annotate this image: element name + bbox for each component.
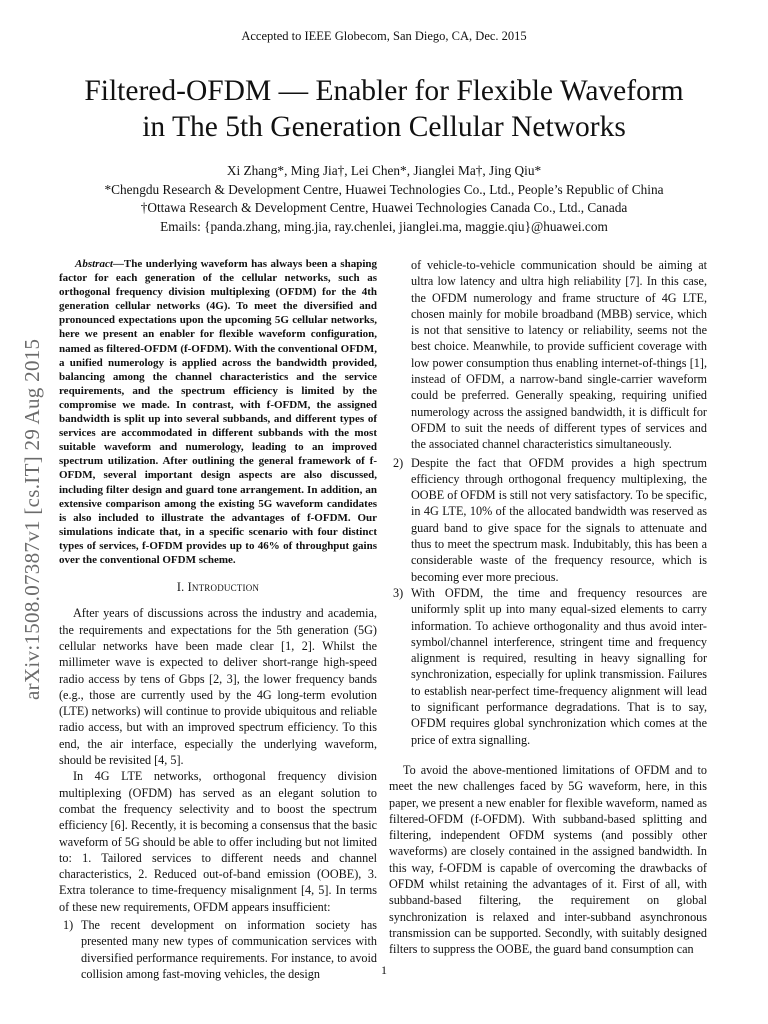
title-line-1: Filtered-OFDM — Enabler for Flexible Waveform bbox=[84, 75, 684, 107]
list-item-2 bbox=[389, 455, 707, 585]
limitations-list-continued bbox=[389, 455, 707, 748]
list-item-1-text-part2: of vehicle-to-vehicle communication should be aiming at ultra low latency and ultra high reliability [7]. In this case, the OFDM numerology and frame structure of 4G LTE, chosen mainly for mobile broadband (MBB) service, which is not that sensitive to latency or reliability, seems not the best choice. Meanwhile, to provide sufficient coverage with low power consumption thus enabling internet-of-things [1], instead of OFDM, a narrow-band single-carrier waveform could be preferred. Generally speaking, requiring unified numerology across the assigned bandwidth, it is difficult for OFDM to suit the needs of different types of services and the associated channel characteristics simultaneously. bbox=[411, 258, 707, 452]
arxiv-watermark: arXiv:1508.07387v1 [cs.IT] 29 Aug 2015 bbox=[20, 338, 44, 700]
affiliation-ottawa: †Ottawa Research & Development Centre, Huawei Technologies Canada Co., Ltd., Canada bbox=[140, 200, 628, 215]
abstract-label: Abstract bbox=[75, 258, 113, 270]
section-heading-introduction bbox=[59, 579, 377, 595]
abstract-text: —The underlying waveform has always been a shaping factor for each generation of the cellular networks, such as orthogonal frequency division multiplexing (OFDM) for the 4th generation cellular networks (4G). To meet the diversified and pronounced expectations upon the upcoming 5G cellular networks, here we present an enabler for flexible waveform configuration, named as filtered-OFDM (f-OFDM). With the conventional OFDM, a unified numerology is applied across the bandwidth provided, balancing among the channel characteristics and the service requirements, and the spectrum efficiency is limited by the compromise we made. In contrast, with f-OFDM, the assigned bandwidth is split up into several subbands, and different types of services are accommodated in different subbands with the most suitable waveform and numerology, leading to an improved spectrum utilization. After outlining the general framework of f-OFDM, several important design aspects are also discussed, including filter design and guard tone arrangement. In addition, an extensive comparison among the existing 5G waveform candidates is also included to illustrate the advantages of f-OFDM. Our simulations indicate that, in a specific scenario with four distinct types of services, f-OFDM provides up to 46% of throughput gains over the conventional OFDM scheme. bbox=[59, 258, 377, 566]
page-number: 1 bbox=[381, 963, 387, 977]
list-item-1-number: 1) bbox=[63, 918, 74, 932]
left-column bbox=[59, 257, 377, 982]
right-column bbox=[389, 257, 707, 957]
list-item-3-number: 3) bbox=[393, 585, 404, 600]
author-block bbox=[40, 162, 728, 236]
list-item-1-text-part1: The recent development on information society has presented many new types of communication services with diversified performance requirements. For instance, to avoid collision among fast-moving vehicles, the design bbox=[81, 918, 377, 981]
section-title: Introduction bbox=[187, 580, 260, 595]
title-line-2: in The 5th Generation Cellular Networks bbox=[142, 111, 626, 143]
author-emails: Emails: {panda.zhang, ming.jia, ray.chenlei, jianglei.ma, maggie.qiu}@huawei.com bbox=[160, 218, 608, 234]
acceptance-note: Accepted to IEEE Globecom, San Diego, CA, Dec. 2015 bbox=[241, 29, 527, 43]
paragraph-spacer bbox=[389, 748, 707, 762]
list-item-3-text: With OFDM, the time and frequency resources are uniformly split up into many equal-sized elements to carry information. To achieve orthogonality and thus avoid inter-symbol/channel interference, stringent time and frequency alignment is required, resulting in heavy signalling for synchronization, especially for uplink transmission. Failures to establish near-perfect time-frequency alignment will lead to significant performance degradations. That is to say, OFDM requires global synchronization which comes at the price of extra signalling. bbox=[411, 585, 707, 747]
list-item-2-text: Despite the fact that OFDM provides a high spectrum efficiency through orthogonal frequency multiplexing, the OOBE of OFDM is still not very satisfactory. To be specific, in 4G LTE, 10% of the allocated bandwidth was reserved as guard band to give space for the signals to attenuate and thus to meet the spectrum mask. Indubitably, this has been a considerable waste of the frequency resource, which is becoming ever more precious. bbox=[411, 455, 708, 584]
abstract bbox=[59, 257, 377, 567]
paper-title bbox=[40, 73, 728, 145]
right-paragraph-1: To avoid the above-mentioned limitations of OFDM and to meet the new challenges faced by 5G waveform, here, in this paper, we present a new enabler for flexible waveform, named as filtered-OFDM (f-OFDM). With subband-based splitting and filtering, independent OFDM systems (and possibly other waveforms) are closely contained in the assigned bandwidth. In this way, f-OFDM is capable of overcoming the drawbacks of OFDM whilst retaining the advantages of it. First of all, with subband-based filtering, the requirement on global synchronization is relaxed and inter-subband asynchronous transmission can be supported. Secondly, with suitably designed filters to suppress the OOBE, the guard band consumption can bbox=[389, 762, 707, 957]
intro-paragraph-2: In 4G LTE networks, orthogonal frequency division multiplexing (OFDM) has served as an elegant solution to combat the frequency selectivity and to boost the spectrum efficiency [6]. Recently, it is becoming a consensus that the basic waveform of 5G should be able to offer including but not limited to: 1. Tailored services to different needs and channel characteristics, 2. Reduced out-of-band emission (OOBE), 3. Extra tolerance to time-frequency misalignment [4, 5]. In terms of these new requirements, OFDM appears insufficient: bbox=[59, 769, 377, 914]
affiliation-chengdu: *Chengdu Research & Development Centre, Huawei Technologies Co., Ltd., People’s Republic of China bbox=[104, 181, 664, 197]
intro-paragraph-1: After years of discussions across the industry and academia, the requirements and expectations for the 5th generation (5G) cellular networks have been made clear [1, 2]. Whilst the millimeter wave is expected to deliver short-range high-speed radio access by tens of Gbps [2, 3], the lower frequency bands (e.g., those are currently used by the 4G long-term evolution (LTE) networks) will continue to provide ubiquitous and reliable radio access, but with an improved spectrum efficiency. To this end, the air interface, especially the underlying waveform, should be revisited [4, 5]. bbox=[59, 606, 377, 768]
list-item-2-number: 2) bbox=[393, 455, 404, 470]
list-item-3 bbox=[389, 585, 707, 748]
section-number: I. bbox=[176, 580, 185, 595]
author-names: Xi Zhang*, Ming Jia†, Lei Chen*, Jianglei Ma†, Jing Qiu* bbox=[226, 163, 542, 178]
